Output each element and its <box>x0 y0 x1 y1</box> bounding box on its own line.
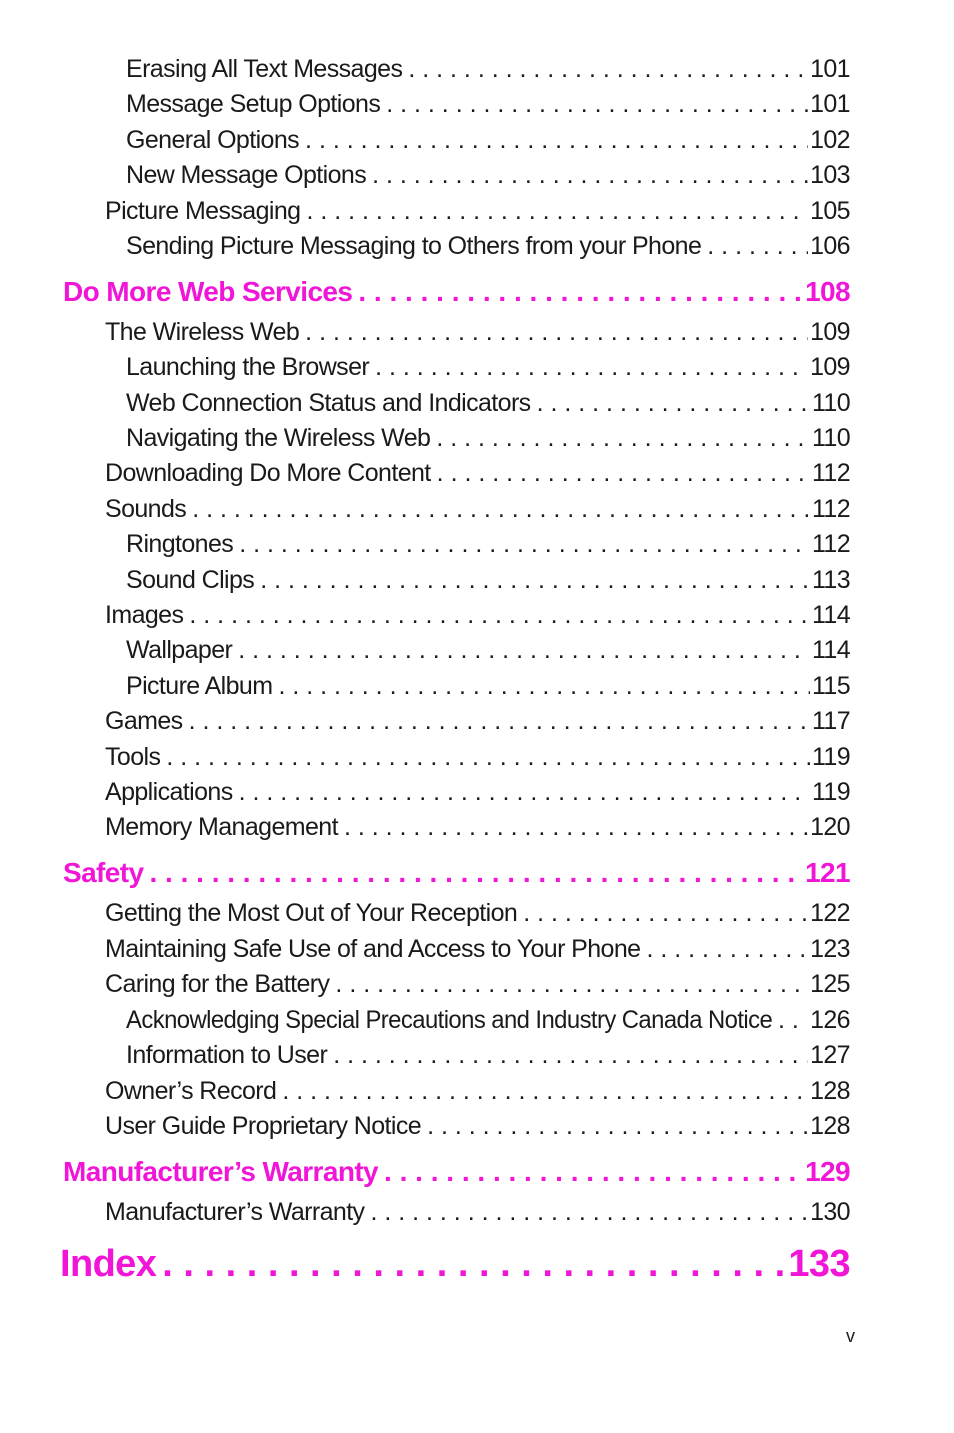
toc-entry-title: Message Setup Options <box>126 90 381 118</box>
toc-entry-page: 112 <box>811 495 850 523</box>
toc-entry-page: 130 <box>810 1198 850 1226</box>
dot-leader <box>344 811 808 843</box>
toc-entry-title: Sound Clips <box>126 566 255 594</box>
toc-entry-page: 112 <box>811 459 850 487</box>
toc-entry-title: Downloading Do More Content <box>105 459 431 487</box>
toc-entry-title: Index <box>60 1243 157 1285</box>
toc-entry-page: 113 <box>811 566 850 594</box>
toc-entry-title: Erasing All Text Messages <box>126 55 403 83</box>
toc-entry-page: 127 <box>810 1041 850 1069</box>
toc-entry[interactable] <box>105 897 850 929</box>
toc-entry-title: Wallpaper <box>126 636 233 664</box>
dot-leader <box>523 897 808 929</box>
toc-entry-page: 125 <box>810 970 850 998</box>
toc-entry-title: Maintaining Safe Use of and Access to Your Phone <box>105 935 641 963</box>
toc-entry[interactable] <box>126 387 850 419</box>
toc-entry-title: General Options <box>126 126 300 154</box>
dot-leader <box>646 933 808 965</box>
toc-entry-title: Acknowledging Special Precautions and Industry Canada Notice <box>126 1006 773 1034</box>
toc-entry-page: 101 <box>810 90 850 118</box>
toc-entry-title: Applications <box>105 778 233 806</box>
dot-leader <box>372 159 808 191</box>
dot-leader <box>278 670 810 702</box>
toc-entry-page: 105 <box>810 197 850 225</box>
toc-entry-title: User Guide Proprietary Notice <box>105 1112 422 1140</box>
toc-entry-page: 128 <box>810 1077 850 1105</box>
dot-leader <box>260 564 810 596</box>
toc-entry[interactable] <box>126 670 850 702</box>
toc-entry-page: 109 <box>810 353 850 381</box>
toc-entry-title: Web Connection Status and Indicators <box>126 389 531 417</box>
dot-leader <box>427 1110 808 1142</box>
dot-leader <box>537 387 810 419</box>
toc-entry[interactable] <box>105 933 850 965</box>
toc-entry-page: 109 <box>810 318 850 346</box>
toc-entry[interactable] <box>126 564 850 596</box>
toc-entry[interactable] <box>105 705 850 737</box>
toc-entry-page: 121 <box>805 857 850 888</box>
toc-entry-page: 108 <box>805 276 850 307</box>
toc-entry[interactable] <box>105 811 850 843</box>
dot-leader <box>189 599 810 631</box>
toc-entry[interactable] <box>126 230 850 262</box>
dot-leader <box>335 968 808 1000</box>
dot-leader <box>707 230 808 262</box>
toc-entry-page: 128 <box>810 1112 850 1140</box>
toc-entry-page: 106 <box>810 232 850 260</box>
toc-entry-title: Sending Picture Messaging to Others from your Phone <box>126 232 702 260</box>
toc-entry-title: Manufacturer’s Warranty <box>105 1198 365 1226</box>
toc-entry[interactable] <box>105 195 850 227</box>
toc-entry-title: The Wireless Web <box>105 318 300 346</box>
toc-entry[interactable] <box>105 1075 850 1107</box>
toc-entry-title: New Message Options <box>126 161 367 189</box>
toc-entry-page: 126 <box>810 1006 850 1034</box>
toc-entry-title: Launching the Browser <box>126 353 370 381</box>
toc-entry[interactable] <box>105 1110 850 1142</box>
toc-entry-title: Caring for the Battery <box>105 970 330 998</box>
dot-leader <box>239 528 810 560</box>
toc-entry[interactable] <box>105 776 850 808</box>
toc-entry-title: Manufacturer’s Warranty <box>63 1156 379 1187</box>
toc-entry-title: Games <box>105 707 183 735</box>
toc-entry-page: 101 <box>810 55 850 83</box>
toc-entry-page: 112 <box>811 530 850 558</box>
toc-entry-title: Tools <box>105 743 161 771</box>
toc-entry-page: 102 <box>810 126 850 154</box>
toc-entry-title: Navigating the Wireless Web <box>126 424 431 452</box>
dot-leader <box>778 1004 808 1036</box>
toc-entry[interactable] <box>105 316 850 348</box>
toc-entry[interactable] <box>126 159 850 191</box>
toc-entry[interactable] <box>105 1196 850 1228</box>
toc-entry[interactable] <box>126 53 850 85</box>
toc-entry-page: 122 <box>810 899 850 927</box>
toc-entry-page: 129 <box>805 1156 850 1187</box>
toc-entry[interactable] <box>126 528 850 560</box>
toc-entry-title: Picture Album <box>126 672 273 700</box>
toc-entry-page: 120 <box>810 813 850 841</box>
toc-entry-page: 115 <box>811 672 850 700</box>
dot-leader <box>192 493 810 525</box>
dot-leader <box>238 634 810 666</box>
dot-leader <box>384 1154 803 1190</box>
toc-entry-page: 103 <box>810 161 850 189</box>
dot-leader <box>189 705 810 737</box>
toc-entry-page: 119 <box>811 743 850 771</box>
dot-leader <box>386 88 808 120</box>
dot-leader <box>306 195 808 227</box>
toc-entry[interactable] <box>105 741 850 773</box>
toc-entry-title: Do More Web Services <box>63 276 353 307</box>
toc-entry[interactable] <box>126 422 850 454</box>
toc-entry[interactable] <box>105 457 850 489</box>
toc-chapter-entry[interactable] <box>63 274 850 310</box>
toc-entry[interactable] <box>105 493 850 525</box>
dot-leader <box>333 1039 808 1071</box>
page-number: v <box>846 1326 855 1346</box>
toc-chapter-entry[interactable] <box>63 855 850 891</box>
dot-leader <box>358 274 803 310</box>
toc-entry-title: Safety <box>63 857 144 888</box>
toc-entry-page: 114 <box>811 601 850 629</box>
toc-chapter-entry[interactable] <box>60 1240 850 1288</box>
toc-entry-title: Images <box>105 601 184 629</box>
toc-entry[interactable] <box>126 1039 850 1071</box>
dot-leader <box>239 776 810 808</box>
dot-leader <box>370 1196 808 1228</box>
dot-leader <box>166 741 810 773</box>
dot-leader <box>436 422 810 454</box>
toc-entry[interactable] <box>126 351 850 383</box>
toc-chapter-entry[interactable] <box>63 1154 850 1190</box>
toc-entry-page: 133 <box>788 1243 850 1285</box>
toc-entry-title: Information to User <box>126 1041 328 1069</box>
toc-entry-page: 114 <box>811 636 850 664</box>
dot-leader <box>305 316 808 348</box>
toc-entry-page: 117 <box>811 707 850 735</box>
toc-entry-title: Getting the Most Out of Your Reception <box>105 899 518 927</box>
toc-entry-title: Picture Messaging <box>105 197 301 225</box>
toc-entry[interactable] <box>126 124 850 156</box>
toc-entry[interactable] <box>105 599 850 631</box>
toc-entry-title: Memory Management <box>105 813 338 841</box>
dot-leader <box>149 855 803 891</box>
toc-entry[interactable] <box>105 968 850 1000</box>
dot-leader <box>162 1240 786 1288</box>
dot-leader <box>408 53 808 85</box>
toc-entry-page: 123 <box>810 935 850 963</box>
toc-entry[interactable] <box>126 634 850 666</box>
toc-entry-page: 119 <box>811 778 850 806</box>
toc-entry-title: Ringtones <box>126 530 234 558</box>
toc-entry-page: 110 <box>811 424 850 452</box>
dot-leader <box>437 457 810 489</box>
toc-entry-title: Sounds <box>105 495 187 523</box>
toc-entry[interactable] <box>126 88 850 120</box>
dot-leader <box>282 1075 808 1107</box>
toc-entry[interactable] <box>126 1004 850 1036</box>
toc-entry-page: 110 <box>811 389 850 417</box>
dot-leader <box>375 351 808 383</box>
toc-entry-title: Owner’s Record <box>105 1077 277 1105</box>
dot-leader <box>305 124 808 156</box>
